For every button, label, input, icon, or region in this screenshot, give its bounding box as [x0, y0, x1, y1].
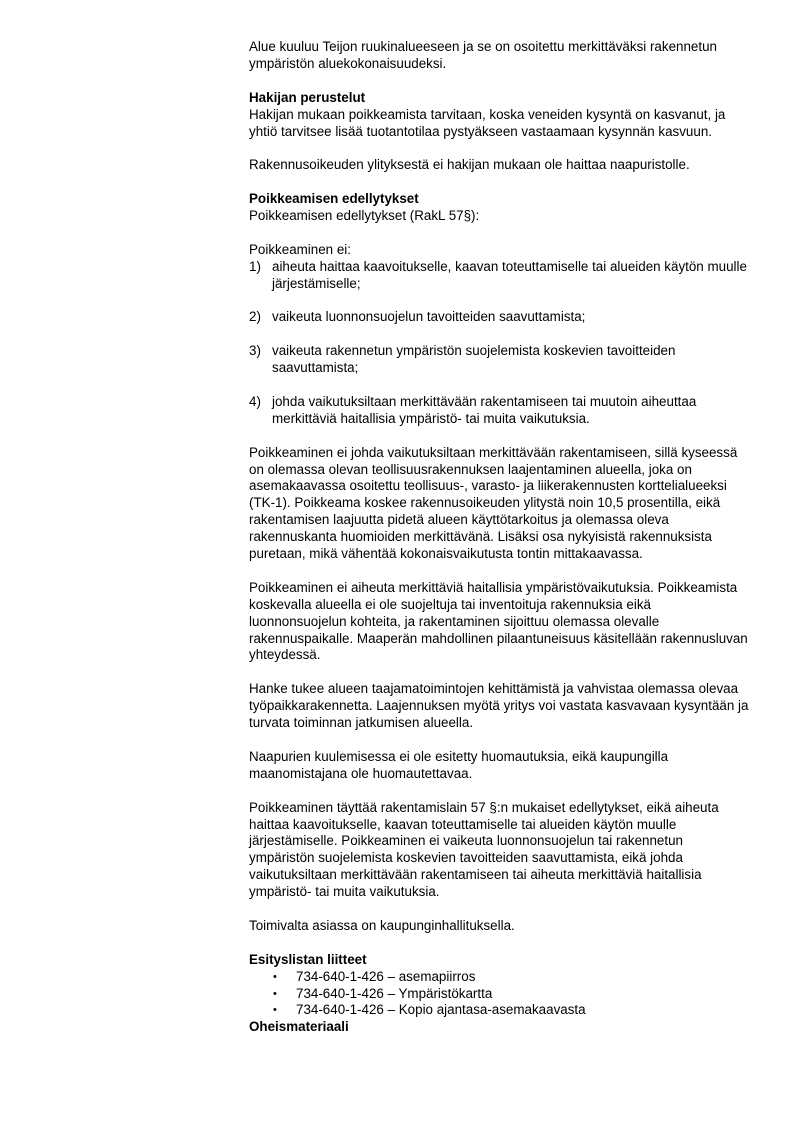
body-paragraph-6: Toimivalta asiassa on kaupunginhallituksella. [249, 917, 515, 933]
supplementary-heading: Oheismateriaali [249, 1019, 349, 1035]
document-body [249, 39, 749, 1036]
applicant-heading: Hakijan perustelut [249, 89, 366, 105]
bullet-icon: • [273, 1004, 277, 1017]
body-paragraph-1: Poikkeaminen ei johda vaikutuksiltaan merkittävään rakentamiseen, sillä kyseessä on olemassa olevan teollisuusrakennuksen laajentaminen alueella, joka on asemakaavassa osoitettu teollisuus-, varasto- ja liikerakennusten korttelialueeksi (TK-1). Poikkeama koskee rakennusoikeuden ylitystä noin 10,5 prosentilla, eikä rakentamisen laajuutta pidetä alueen käyttötarkoitus ja olemassa oleva rakennuskanta huomioiden merkittävänä. Lisäksi osa nykyisistä rakennuksista puretaan, mikä vähentää kokonaisvaikutusta tontin mittakaavassa. [249, 444, 738, 562]
applicant-paragraph-2: Rakennusoikeuden ylityksestä ei hakijan mukaan ole haittaa naapuristolle. [249, 157, 690, 173]
body-paragraph-3: Hanke tukee alueen taajamatoimintojen kehittämistä ja vahvistaa olemassa olevaa työpaikkarakennetta. Laajennuksen myötä yritys voi vastata kasvavaan kysyntään ja turvata toiminnan jatkumisen alueella. [249, 681, 749, 731]
bullet-icon: • [273, 970, 277, 983]
bullet-icon: • [273, 987, 277, 1000]
condition-item [249, 343, 749, 377]
attachments-list [249, 969, 749, 1020]
conditions-heading: Poikkeamisen edellytykset [249, 191, 419, 207]
body-paragraph-5: Poikkeaminen täyttää rakentamislain 57 §:n mukaiset edellytykset, eikä aiheuta haittaa kaavoitukselle, kaavan toteuttamiselle tai alueiden käytön muulle järjestämiselle. Poikkeaminen ei vaikeuta luonnonsuojelun tai rakennetun ympäristön suojelemista koskevien tavoitteiden saavuttamista, eikä johda vaikutuksiltaan merkittävään rakentamiseen tai aiheuta merkittäviä haitallisia ympäristö- tai muita vaikutuksia. [249, 799, 719, 900]
attachment-label: 734-640-1-426 – asemapiirros [296, 968, 476, 984]
attachments-heading: Esityslistan liitteet [249, 951, 367, 967]
attachment-label: 734-640-1-426 – Kopio ajantasa-asemakaavasta [296, 1002, 586, 1018]
condition-number: 1) [249, 258, 261, 274]
condition-text: vaikeuta luonnonsuojelun tavoitteiden saavuttamista; [272, 309, 586, 325]
condition-item [249, 394, 749, 428]
body-paragraph-4: Naapurien kuulemisessa ei ole esitetty huomautuksia, eikä kaupungilla maanomistajana ole huomautettavaa. [249, 748, 669, 781]
attachment-item[interactable] [273, 986, 749, 1003]
condition-number: 3) [249, 343, 261, 359]
condition-item [249, 309, 749, 326]
intro-paragraph: Alue kuuluu Teijon ruukinalueeseen ja se on osoitettu merkittäväksi rakennetun ympäristön aluekokonaisuudeksi. [249, 39, 717, 71]
condition-item [249, 259, 749, 293]
attachment-label: 734-640-1-426 – Ympäristökartta [296, 985, 493, 1001]
conditions-lead: Poikkeaminen ei: [249, 241, 351, 257]
condition-text: aiheuta haittaa kaavoitukselle, kaavan toteuttamiselle tai alueiden käytön muulle järjestämiselle; [272, 258, 747, 291]
conditions-list [249, 259, 749, 428]
condition-number: 4) [249, 393, 261, 409]
condition-number: 2) [249, 309, 261, 325]
attachment-item[interactable] [273, 969, 749, 986]
applicant-paragraph-1: Hakijan mukaan poikkeamista tarvitaan, koska veneiden kysyntä on kasvanut, ja yhtiö tarvitsee lisää tuotantotilaa pystyäkseen vastaamaan kysynnän kasvuun. [249, 106, 726, 139]
body-paragraph-2: Poikkeaminen ei aiheuta merkittäviä haitallisia ympäristövaikutuksia. Poikkeamista koskevalla alueella ei ole suojeltuja tai inventoituja rakennuksia eikä luonnonsuojelun kohteita, ja rakentaminen sijoittuu olemassa olevalle rakennuspaikalle. Maaperän mahdollinen pilaantuneisuus käsitellään rakennusluvan yhteydessä. [249, 579, 748, 663]
conditions-subheading: Poikkeamisen edellytykset (RakL 57§): [249, 208, 480, 224]
condition-text: johda vaikutuksiltaan merkittävään rakentamiseen tai muutoin aiheuttaa merkittäviä haitallisia ympäristö- tai muita vaikutuksia. [272, 393, 697, 426]
condition-text: vaikeuta rakennetun ympäristön suojelemista koskevien tavoitteiden saavuttamista; [272, 343, 676, 376]
attachment-item[interactable] [273, 1002, 749, 1019]
